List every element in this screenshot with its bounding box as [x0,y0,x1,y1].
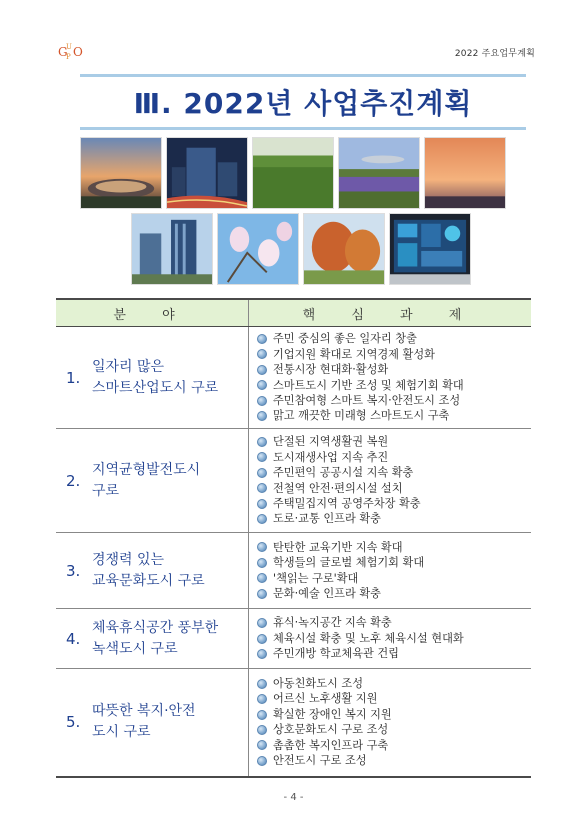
area-number: 3. [66,561,81,580]
list-item: 스마트도시 기반 조성 및 체험기회 확대 [257,378,531,393]
list-item: 탄탄한 교육기반 지속 확대 [257,540,531,555]
area-name: 경쟁력 있는 교육문화도시 구로 [92,551,205,589]
bullet-icon [257,589,267,599]
area-number: 2. [66,471,81,490]
task-list [249,327,531,427]
list-item: 전통시장 현대화·활성화 [257,362,531,377]
dashboard-screen-photo [389,213,471,285]
title-bottom-rule [80,127,526,130]
task-list [249,430,531,530]
bullet-icon [257,634,267,644]
task-list [249,672,531,772]
list-item: 안전도시 구로 조성 [257,753,531,768]
area-number: 5. [66,713,81,732]
svg-text:U: U [66,43,72,51]
night-city-photo [166,137,248,209]
bullet-icon [257,573,267,583]
tasks-column-header: 핵 심 과 제 [249,299,532,327]
list-item: 도시재생사업 지속 추진 [257,450,531,465]
list-item: 주택밀집지역 공영주차장 확충 [257,496,531,511]
glass-towers-photo [131,213,213,285]
business-plan-table [56,298,531,778]
table-row [56,429,531,533]
bullet-icon [257,365,267,375]
list-item: 학생들의 글로벌 체험기회 확대 [257,555,531,570]
list-item: 주민참여형 스마트 복지·안전도시 조성 [257,393,531,408]
task-list [249,611,531,665]
bullet-icon [257,679,267,689]
bullet-icon [257,437,267,447]
table-row [56,327,531,429]
magnolia-photo [217,213,299,285]
area-name: 체육휴식공간 풍부한 녹색도시 구로 [92,619,219,657]
list-item: 휴식·녹지공간 지속 확충 [257,615,531,630]
list-item: 체육시설 확충 및 노후 체육시설 현대화 [257,631,531,646]
table-row [56,609,531,669]
bullet-icon [257,380,267,390]
bullet-icon [257,618,267,628]
gupo-logo [58,41,84,61]
bullet-icon [257,483,267,493]
bullet-icon [257,396,267,406]
page-number: - 4 - [283,792,304,803]
list-item: 확실한 장애인 복지 지원 [257,707,531,722]
list-item: 맑고 깨끗한 미래형 스마트도시 구축 [257,408,531,423]
bullet-icon [257,349,267,359]
task-list [249,536,531,606]
table-row [56,669,531,777]
title-top-rule [80,74,526,77]
list-item: 전철역 안전·편의시설 설치 [257,481,531,496]
list-item: 주민개방 학교체육관 건립 [257,646,531,661]
bullet-icon [257,468,267,478]
area-number: 1. [66,368,81,387]
bullet-icon [257,514,267,524]
document-label: 2022 주요업무계획 [454,49,535,59]
page-title: Ⅲ. 2022년 사업추진계획 [133,87,473,120]
list-item: 문화·예술 인프라 확충 [257,586,531,601]
purple-flowers-photo [338,137,420,209]
list-item: 주민 중심의 좋은 일자리 창출 [257,331,531,346]
list-item: 주민편익 공공시설 지속 확충 [257,465,531,480]
list-item: 아동친화도시 조성 [257,676,531,691]
svg-text:G: G [58,45,68,59]
svg-text:P: P [66,53,71,61]
bullet-icon [257,411,267,421]
list-item: 상호문화도시 구로 조성 [257,722,531,737]
bullet-icon [257,740,267,750]
table-row [56,533,531,609]
area-number: 4. [66,629,81,648]
bullet-icon [257,725,267,735]
area-column-header: 분 야 [56,299,249,327]
bullet-icon [257,710,267,720]
bullet-icon [257,334,267,344]
list-item: 어르신 노후생활 지원 [257,691,531,706]
green-field-photo [252,137,334,209]
list-item: 촘촘한 복지인프라 구축 [257,738,531,753]
bullet-icon [257,499,267,509]
sunset-sky-photo [424,137,506,209]
bullet-icon [257,694,267,704]
area-name: 따뜻한 복지·안전 도시 구로 [92,703,196,741]
list-item: 단절된 지역생활권 복원 [257,434,531,449]
bullet-icon [257,452,267,462]
table-header-row [56,299,531,327]
bullet-icon [257,542,267,552]
bullet-icon [257,558,267,568]
list-item: 도로·교통 인프라 확충 [257,511,531,526]
svg-text:O: O [73,45,83,59]
area-name: 지역균형발전도시 구로 [92,461,201,499]
list-item: 기업지원 확대로 지역경제 활성화 [257,347,531,362]
bullet-icon [257,756,267,766]
stadium-sunset-photo [80,137,162,209]
autumn-tree-photo [303,213,385,285]
area-name: 일자리 많은 스마트산업도시 구로 [92,358,219,396]
bullet-icon [257,649,267,659]
list-item: '책읽는 구로'확대 [257,571,531,586]
